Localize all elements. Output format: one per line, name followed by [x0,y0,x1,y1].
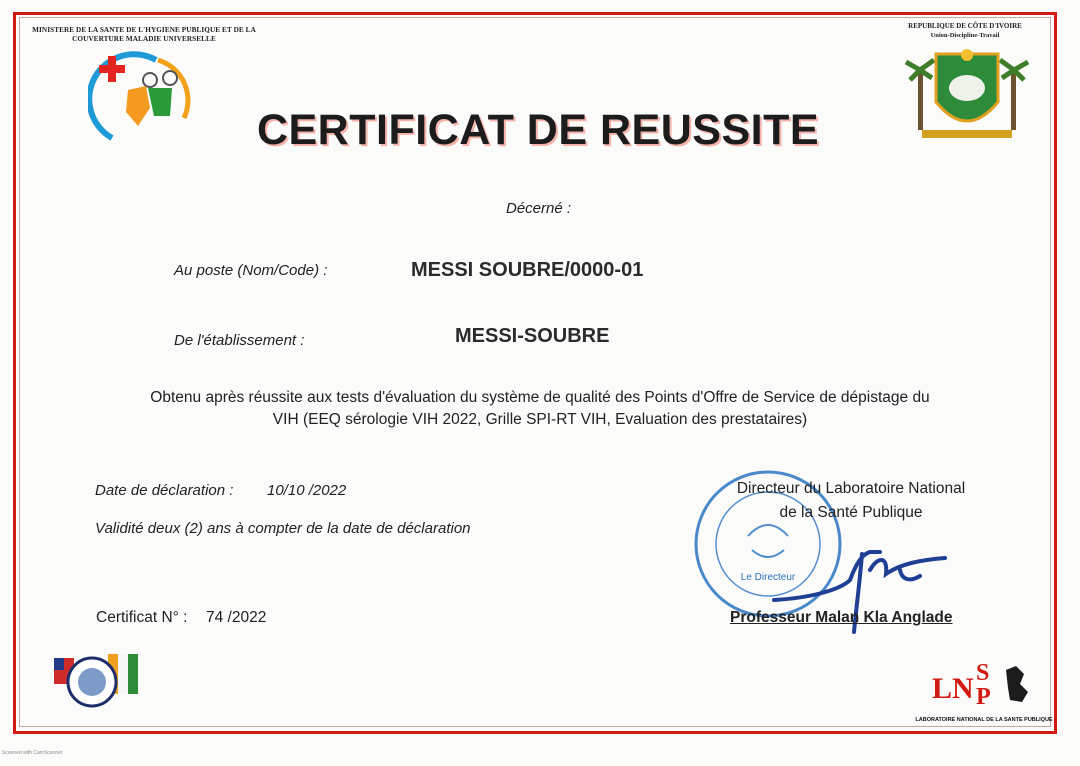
establishment-label: De l'établissement : [174,332,305,349]
certificate-number-label: Certificat N° : [96,609,188,626]
map-silhouette-icon [1006,666,1028,702]
signatory-title-line2: de la Santé Publique [779,504,923,521]
elephant-head-icon [949,75,985,101]
republic-name: REPUBLIQUE DE CÔTE D'IVOIRE [908,22,1022,30]
svg-text:LN: LN [932,672,974,705]
declaration-date-label: Date de déclaration : [95,482,234,499]
signatory-title-line1: Directeur du Laboratoire National [736,480,966,497]
signatory-name: Professeur Malan Kla Anglade [730,609,953,626]
stamp-text: Le Directeur [740,572,796,583]
scan-watermark: Scanned with CamScanner [2,750,63,756]
svg-text:S: S [976,660,990,686]
certificate-description: Obtenu après réussite aux tests d'évaluation du système de qualité des Points d'Offre de Service de dépistage du VIH (EEQ sérologie VIH 2022, Grille SPI-RT VIH, Evaluation des prestataires) [150,389,930,428]
post-value: MESSI SOUBRE/0000-01 [411,259,644,281]
certificate-title: CERTIFICAT DE REUSSITE [256,106,820,154]
republic-motto: Union-Discipline-Travail [930,32,1000,39]
svg-text:P: P [976,684,991,710]
lnsp-caption: LABORATOIRE NATIONAL DE LA SANTE PUBLIQUE [915,717,1053,723]
partner-logos [50,652,146,712]
establishment-value: MESSI-SOUBRE [455,325,610,347]
declaration-date-value: 10/10 /2022 [267,482,347,499]
validity-note: Validité deux (2) ans à compter de la date de déclaration [95,520,471,537]
awarded-label: Décerné : [506,200,572,217]
post-label: Au poste (Nom/Code) : [174,262,328,279]
certificate-number-value: 74 /2022 [206,609,267,626]
lnsp-logo [912,652,1056,724]
rising-sun-icon [961,49,973,61]
ministry-name: MINISTERE DE LA SANTE DE L'HYGIENE PUBLIQUE ET DE LA COUVERTURE MALADIE UNIVERSELLE [32,26,256,43]
